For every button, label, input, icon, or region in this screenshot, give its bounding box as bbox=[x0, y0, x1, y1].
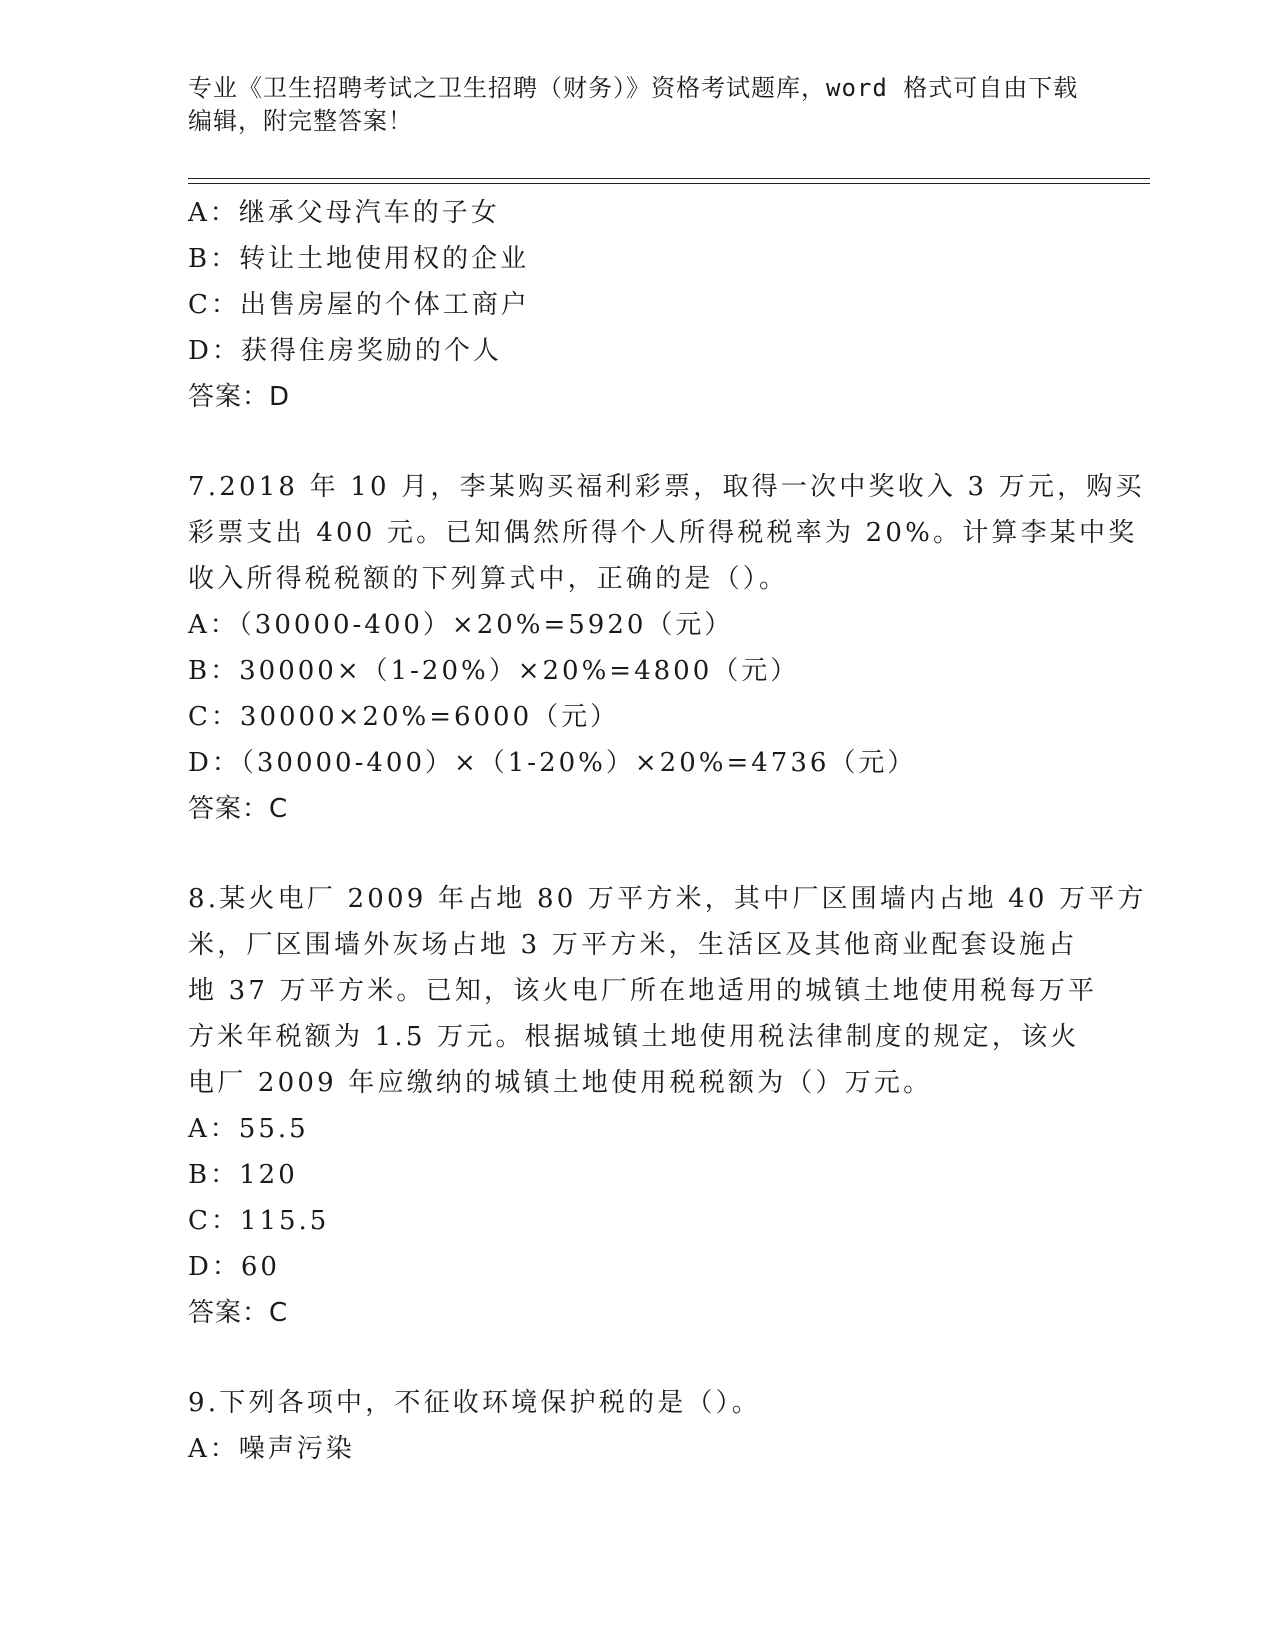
option-label: C： bbox=[188, 1206, 240, 1236]
option-text: 获得住房奖励的个人 bbox=[240, 336, 502, 366]
option-text: 继承父母汽车的子女 bbox=[238, 198, 500, 228]
question-text-line: 地 37 万平方米。已知，该火电厂所在地适用的城镇土地使用税每万平 bbox=[188, 976, 1098, 1006]
option-label: C： bbox=[188, 290, 240, 320]
option-label: B： bbox=[188, 656, 240, 686]
option-text: 出售房屋的个体工商户 bbox=[239, 290, 530, 320]
option-text: 60 bbox=[240, 1252, 280, 1282]
option-label: A： bbox=[188, 610, 239, 640]
question-text-line: 彩票支出 400 元。已知偶然所得个人所得税税率为 20%。计算李某中奖 bbox=[188, 518, 1138, 548]
spacer bbox=[188, 832, 1088, 876]
option-b bbox=[188, 648, 1088, 694]
option-a bbox=[188, 602, 1088, 648]
question-8 bbox=[188, 876, 1147, 1336]
option-c bbox=[188, 1198, 1088, 1244]
option-a bbox=[188, 190, 1088, 236]
question-text-line: 9.下列各项中，不征收环境保护税的是（）。 bbox=[188, 1388, 762, 1418]
option-label: A： bbox=[188, 1434, 239, 1464]
option-d bbox=[188, 1244, 1088, 1290]
option-a bbox=[188, 1426, 1088, 1472]
option-text: 噪声污染 bbox=[238, 1434, 355, 1464]
header-divider-top bbox=[188, 178, 1150, 179]
option-c bbox=[188, 694, 1088, 740]
option-text: 115.5 bbox=[239, 1206, 330, 1236]
header-line-1: 专业《卫生招聘考试之卫生招聘（财务）》资格考试题库，word 格式可自由下载 bbox=[188, 74, 1079, 102]
option-label: B： bbox=[188, 244, 240, 274]
option-d bbox=[188, 740, 1088, 786]
question-content bbox=[188, 190, 1147, 1472]
option-label: D： bbox=[188, 336, 241, 366]
option-label: D： bbox=[188, 748, 241, 778]
question-text-line: 8.某火电厂 2009 年占地 80 万平方米，其中厂区围墙内占地 40 万平方 bbox=[188, 884, 1147, 914]
question-text-line: 电厂 2009 年应缴纳的城镇土地使用税税额为（）万元。 bbox=[188, 1068, 933, 1098]
option-label: C： bbox=[188, 702, 240, 732]
option-text: 30000×（1-20%）×20%=4800（元） bbox=[239, 656, 800, 686]
answer-line: 答案：D bbox=[188, 382, 291, 412]
question-7 bbox=[188, 464, 1145, 832]
option-label: A： bbox=[188, 198, 239, 228]
option-label: B： bbox=[188, 1160, 240, 1190]
option-text: 55.5 bbox=[238, 1114, 309, 1144]
question-text-line: 米，厂区围墙外灰场占地 3 万平方米，生活区及其他商业配套设施占 bbox=[188, 930, 1078, 960]
option-label: A： bbox=[188, 1114, 239, 1144]
option-label: D： bbox=[188, 1252, 241, 1282]
question-text-line: 7.2018 年 10 月，李某购买福利彩票，取得一次中奖收入 3 万元，购买 bbox=[188, 472, 1145, 502]
option-text: 120 bbox=[239, 1160, 298, 1190]
option-text: （30000-400）×（1-20%）×20%=4736（元） bbox=[240, 748, 917, 778]
header-divider-bottom bbox=[188, 183, 1150, 184]
question-text-line: 收入所得税税额的下列算式中，正确的是（）。 bbox=[188, 564, 789, 594]
answer-line: 答案：C bbox=[188, 794, 289, 824]
option-text: 30000×20%=6000（元） bbox=[239, 702, 620, 732]
spacer bbox=[188, 1336, 1088, 1380]
question-6-options bbox=[188, 190, 1088, 420]
document-header bbox=[188, 72, 1088, 138]
header-line-2: 编辑，附完整答案！ bbox=[188, 107, 413, 135]
option-a bbox=[188, 1106, 1088, 1152]
option-text: （30000-400）×20%=5920（元） bbox=[238, 610, 734, 640]
question-text-line: 方米年税额为 1.5 万元。根据城镇土地使用税法律制度的规定，该火 bbox=[188, 1022, 1080, 1052]
option-b bbox=[188, 236, 1088, 282]
option-c bbox=[188, 282, 1088, 328]
answer-line: 答案：C bbox=[188, 1298, 289, 1328]
option-b bbox=[188, 1152, 1088, 1198]
question-9 bbox=[188, 1380, 1088, 1472]
option-text: 转让土地使用权的企业 bbox=[239, 244, 530, 274]
option-d bbox=[188, 328, 1088, 374]
spacer bbox=[188, 420, 1088, 464]
